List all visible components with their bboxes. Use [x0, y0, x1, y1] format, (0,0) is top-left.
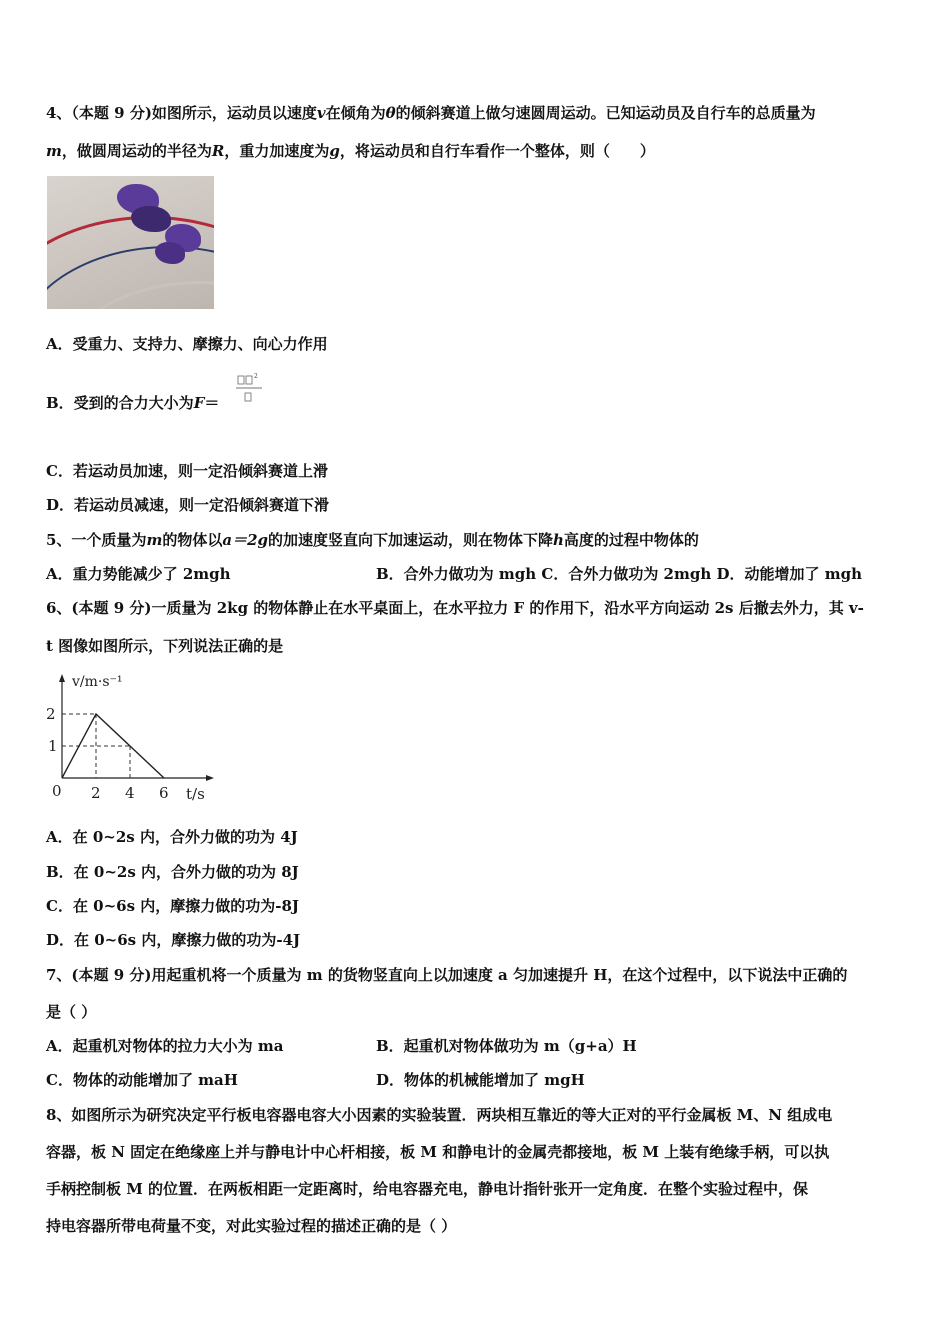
q7-stem-line1: 7、(本题 9 分)用起重机将一个质量为 m 的货物竖直向上以加速度 a 匀加速提升 H，在这个过程中，以下说法中正确的	[46, 966, 848, 984]
q6-option-b: B．在 0~2s 内，合外力做的功为 8J	[46, 863, 299, 881]
q7-stem-line2: 是（ ）	[46, 1003, 97, 1021]
q7-option-a: A．起重机对物体的拉力大小为 ma	[46, 1037, 284, 1055]
x-axis-label: t/s	[186, 785, 205, 803]
y-tick-2: 2	[46, 705, 56, 723]
q5-option-a: A．重力势能减少了 2mgh	[46, 565, 231, 583]
q4-option-a: A．受重力、支持力、摩擦力、向心力作用	[46, 335, 328, 353]
y-axis-label: v/m·s⁻¹	[72, 674, 123, 690]
q6-option-a: A．在 0~2s 内，合外力做的功为 4J	[46, 828, 298, 846]
x-axis-arrow	[206, 775, 214, 781]
q4-option-c: C．若运动员加速，则一定沿倾斜赛道上滑	[46, 462, 328, 480]
q7-option-d: D．物体的机械能增加了 mgH	[376, 1071, 585, 1089]
x-tick-2: 2	[91, 784, 101, 802]
q8-stem-line3: 手柄控制板 M 的位置．在两板相距一定距离时，给电容器充电，静电计指针张开一定角度．在整个实验过程中，保	[46, 1180, 809, 1198]
q7-option-b: B．起重机对物体做功为 m（g+a）H	[376, 1037, 637, 1055]
q7-option-c: C．物体的动能增加了 maH	[46, 1071, 238, 1089]
y-axis-arrow	[59, 674, 65, 682]
y-tick-1: 1	[48, 737, 58, 755]
q8-stem-line1: 8、如图所示为研究决定平行板电容器电容大小因素的实验装置．两块相互靠近的等大正对的平行金属板 M、N 组成电	[46, 1106, 833, 1124]
q6-stem-line2: t 图像如图所示，下列说法正确的是	[46, 637, 284, 655]
q4-stem-line2: m，做圆周运动的半径为R，重力加速度为g，将运动员和自行车看作一个整体，则（ ）	[46, 142, 655, 160]
vt-graph	[40, 668, 220, 806]
q8-stem-line4: 持电容器所带电荷量不变，对此实验过程的描述正确的是（ ）	[46, 1217, 457, 1235]
q5-stem: 5、一个质量为m的物体以a＝2g的加速度竖直向下加速运动，则在物体下降h高度的过程中物体的	[46, 531, 699, 549]
q6-option-d: D．在 0~6s 内，摩擦力做的功为-4J	[46, 931, 301, 949]
q4-stem-line1: 4、（本题 9 分)如图所示，运动员以速度v在倾角为θ的倾斜赛道上做匀速圆周运动。已知运动员及自行车的总质量为	[46, 104, 816, 122]
q6-stem-line1: 6、(本题 9 分)一质量为 2kg 的物体静止在水平桌面上，在水平拉力 F 的作用下，沿水平方向运动 2s 后撤去外力，其 v-	[46, 599, 864, 617]
q5-options-bcd: B．合外力做功为 mgh C．合外力做功为 2mgh D．动能增加了 mgh	[376, 565, 862, 583]
q8-stem-line2: 容器，板 N 固定在绝缘座上并与静电计中心杆相接，板 M 和静电计的金属壳都接地，板 M 上装有绝缘手柄，可以执	[46, 1143, 830, 1161]
q4-option-d: D．若运动员减速，则一定沿倾斜赛道下滑	[46, 496, 330, 514]
cyclists-photo	[47, 176, 214, 309]
q4-option-b: B．受到的合力大小为F＝	[46, 394, 220, 412]
origin-label: 0	[52, 782, 62, 800]
svg-text:2: 2	[254, 373, 258, 380]
q6-option-c: C．在 0~6s 内，摩擦力做的功为-8J	[46, 897, 300, 915]
fraction-formula	[232, 372, 268, 408]
x-tick-4: 4	[125, 784, 135, 802]
x-tick-6: 6	[159, 784, 169, 802]
